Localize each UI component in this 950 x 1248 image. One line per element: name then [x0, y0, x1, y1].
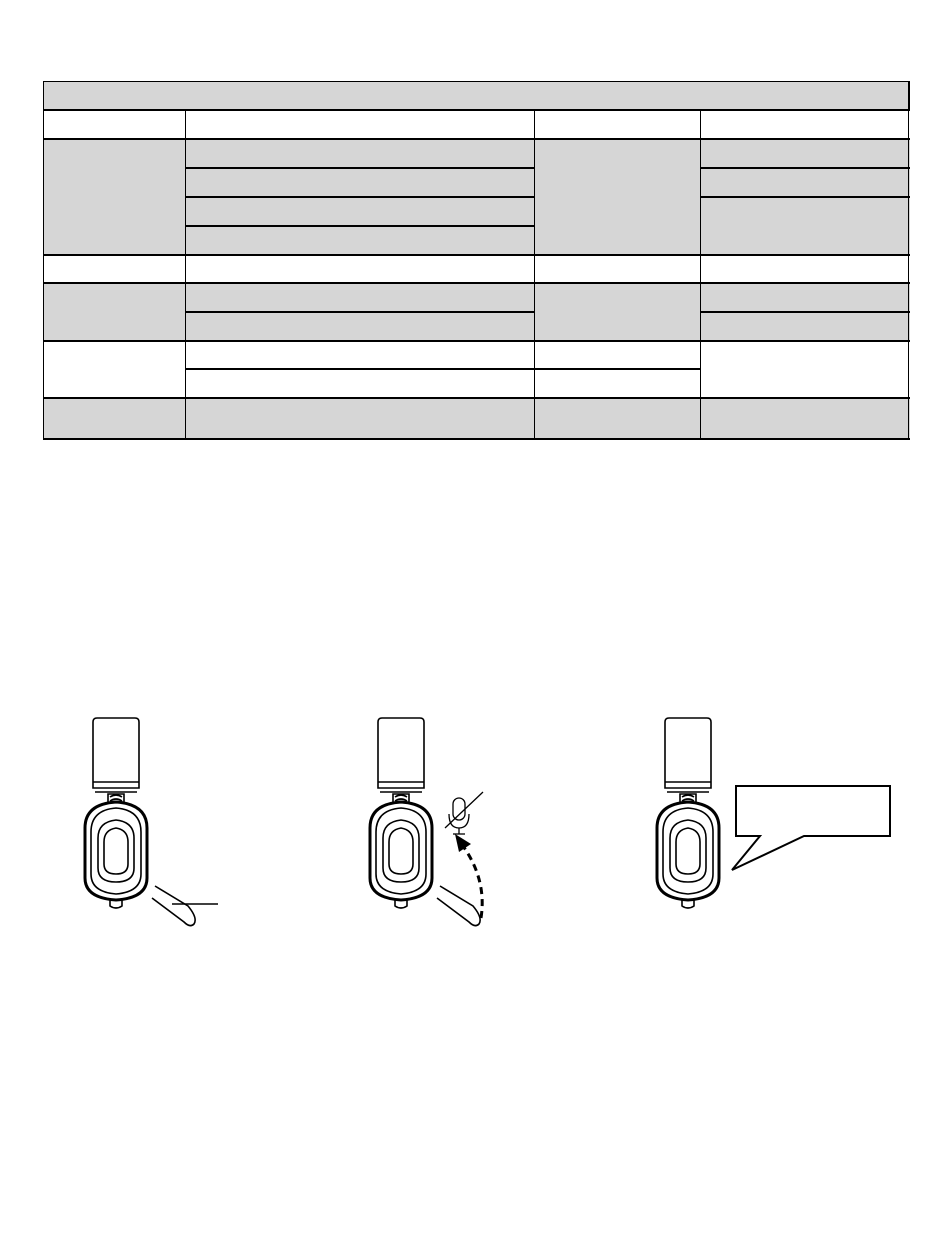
- table-rule: [701, 167, 910, 169]
- table-rule: [908, 109, 909, 439]
- headset-figure-voice-prompt: [632, 710, 872, 940]
- table-rule: [186, 167, 535, 169]
- table-rule: [43, 397, 910, 399]
- table-rule: [43, 109, 44, 439]
- headset-figure-mic-down: [60, 710, 300, 940]
- table-title-bar: [43, 81, 910, 109]
- microphone-muted-icon: [445, 792, 483, 834]
- headset-illustration: [632, 710, 892, 940]
- table-rule: [186, 225, 535, 227]
- headset-figure-mic-raised: [345, 710, 585, 940]
- table-row-group-5: [43, 398, 910, 439]
- table-rule: [43, 282, 910, 284]
- table-rule: [534, 109, 535, 439]
- table-rule: [43, 254, 910, 256]
- table-rule: [700, 109, 701, 439]
- headset-illustration: [60, 710, 300, 940]
- table-rule: [186, 196, 535, 198]
- headset-illustration: [345, 710, 585, 940]
- table-rule: [185, 109, 186, 439]
- feature-table: [0, 0, 950, 460]
- table-rule: [186, 368, 701, 370]
- speech-bubble-icon: [732, 786, 890, 870]
- table-rule: [43, 438, 910, 440]
- table-rule: [701, 196, 910, 198]
- table-rule: [43, 138, 910, 140]
- table-rule: [43, 340, 910, 342]
- table-rule: [43, 109, 910, 111]
- table-rule: [186, 311, 535, 313]
- table-rule: [701, 311, 910, 313]
